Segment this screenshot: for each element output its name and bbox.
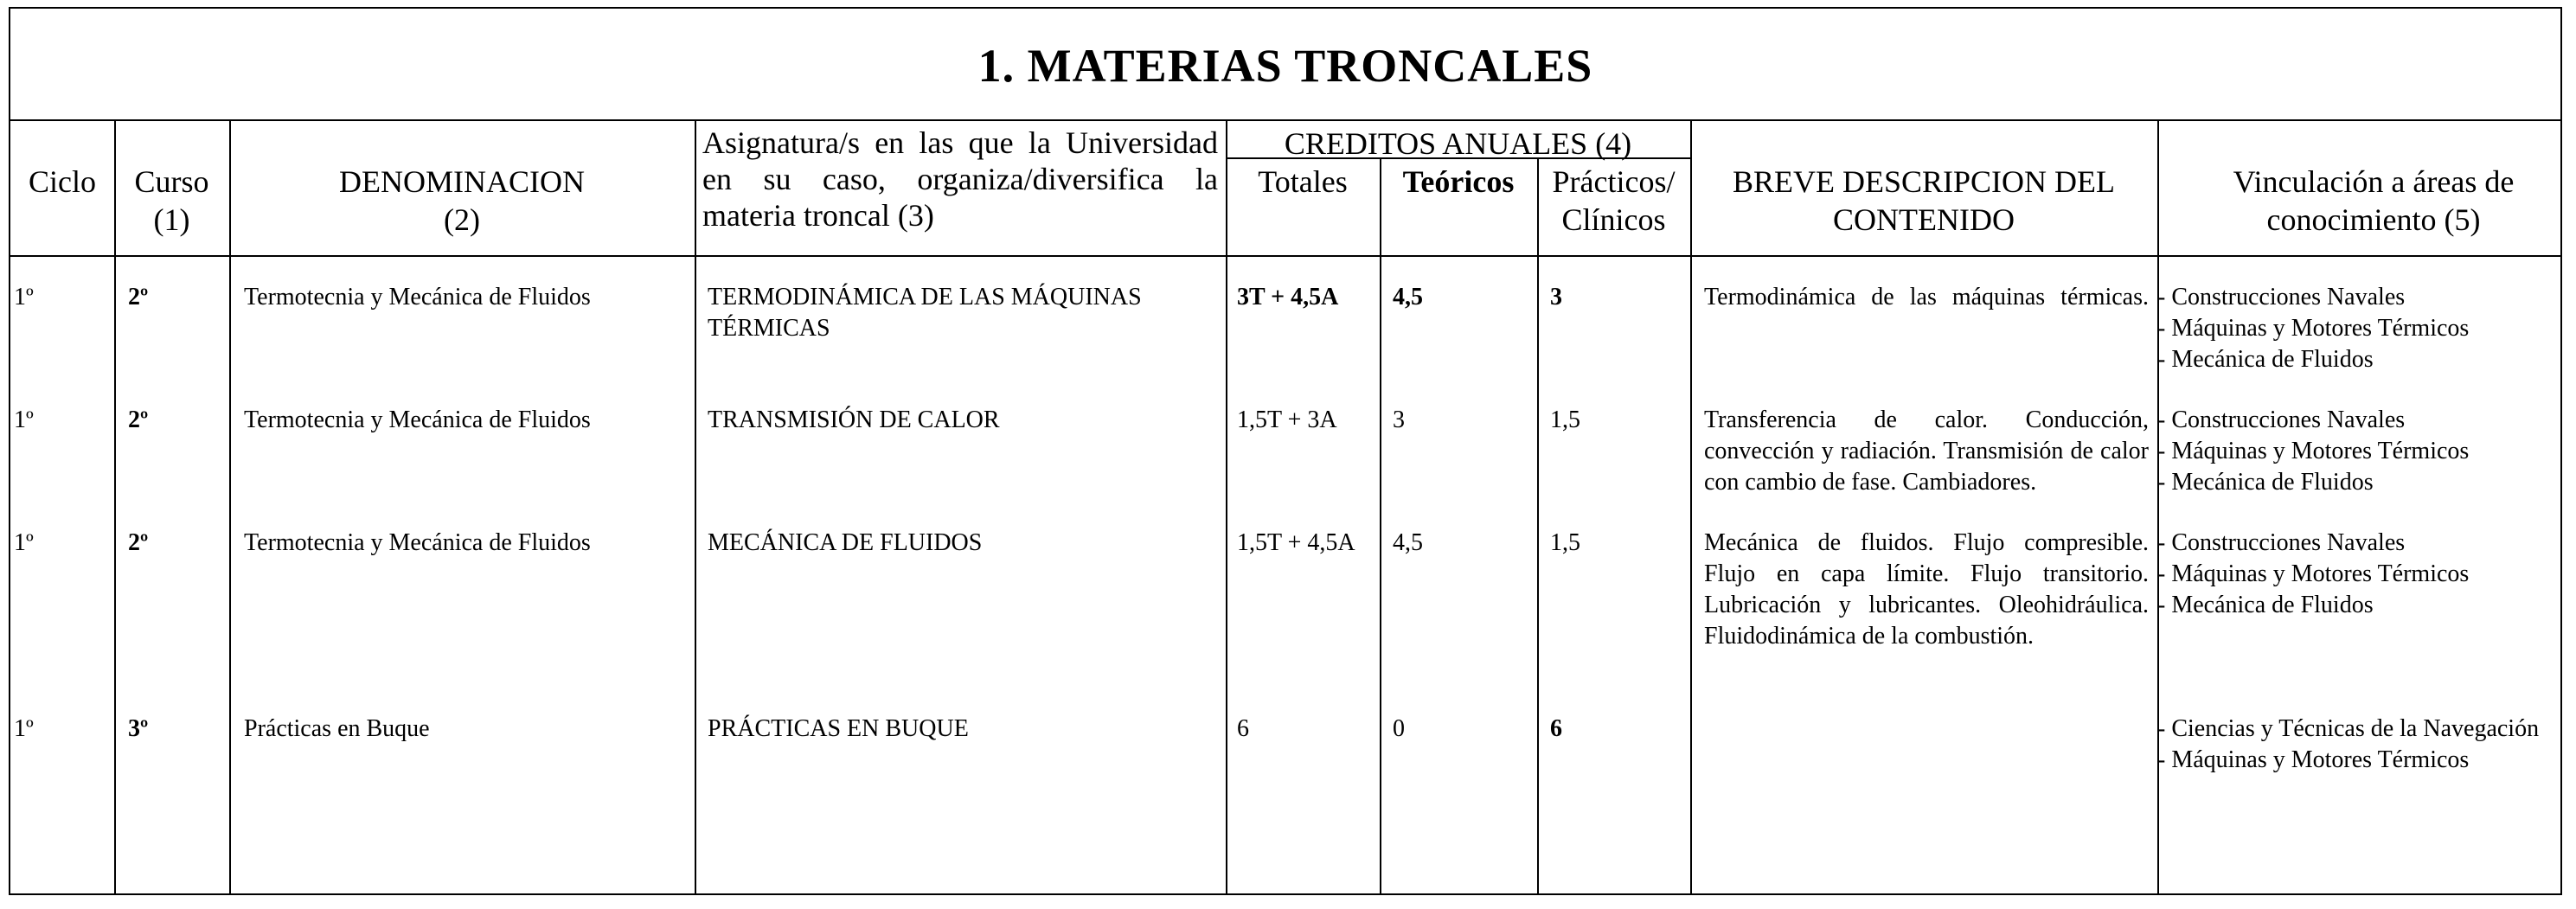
cell-asignatura: TRANSMISIÓN DE CALOR xyxy=(708,406,1000,433)
cell-denominacion: Termotecnia y Mecánica de Fluidos xyxy=(244,406,591,433)
area-item: - Mecánica de Fluidos xyxy=(2157,344,2469,375)
cell-curso: 2º xyxy=(128,406,149,433)
area-item: - Ciencias y Técnicas de la Navegación xyxy=(2157,714,2539,745)
header-divider xyxy=(10,255,2560,257)
cell-asignatura: TERMODINÁMICA DE LAS MÁQUINAS TÉRMICAS xyxy=(708,284,1142,342)
header-denominacion-note: (2) xyxy=(444,202,480,237)
cell-practicos: 1,5 xyxy=(1550,406,1580,433)
area-item: - Construcciones Navales xyxy=(2157,528,2469,559)
page-title: 1. MATERIAS TRONCALES xyxy=(977,40,1593,92)
cell-teoricos: 4,5 xyxy=(1393,284,1423,310)
header-asignatura: Asignatura/s en las que la Universidad en su caso, organiza/diversifica la materia troncal (3) xyxy=(702,125,1218,233)
cell-areas xyxy=(2157,282,2469,375)
header-ciclo: Ciclo xyxy=(29,164,96,199)
column-divider xyxy=(1380,157,1381,893)
cell-ciclo: 1º xyxy=(14,284,34,310)
cell-denominacion: Termotecnia y Mecánica de Fluidos xyxy=(244,529,591,556)
cell-practicos: 3 xyxy=(1550,284,1562,310)
area-item: - Mecánica de Fluidos xyxy=(2157,590,2469,621)
area-item: - Máquinas y Motores Térmicos xyxy=(2157,745,2539,776)
cell-curso: 2º xyxy=(128,284,149,310)
cell-teoricos: 4,5 xyxy=(1393,529,1423,556)
cell-descripcion: Transferencia de calor. Conducción, convección y radiación. Transmisión de calor con cambio de fase. Cambiadores. xyxy=(1704,406,2149,496)
header-curso: Curso xyxy=(134,164,209,199)
cell-totales: 3T + 4,5A xyxy=(1237,284,1339,310)
cell-ciclo: 1º xyxy=(14,715,34,742)
area-item: - Construcciones Navales xyxy=(2157,282,2469,313)
cell-totales: 6 xyxy=(1237,715,1249,742)
area-item: - Mecánica de Fluidos xyxy=(2157,467,2469,498)
cell-totales: 1,5T + 4,5A xyxy=(1237,529,1355,556)
title-divider xyxy=(10,119,2560,121)
column-divider xyxy=(695,119,696,893)
cell-practicos: 6 xyxy=(1550,715,1562,742)
area-item: - Máquinas y Motores Térmicos xyxy=(2157,436,2469,467)
area-item: - Máquinas y Motores Térmicos xyxy=(2157,559,2469,590)
cell-curso: 2º xyxy=(128,529,149,556)
cell-ciclo: 1º xyxy=(14,406,34,433)
header-practicos: Prácticos/ xyxy=(1552,164,1676,199)
cell-areas xyxy=(2157,714,2539,776)
header-clinicos: Clínicos xyxy=(1561,202,1666,237)
column-divider xyxy=(1690,119,1692,893)
area-item: - Máquinas y Motores Térmicos xyxy=(2157,313,2469,344)
column-divider xyxy=(1226,119,1227,893)
cell-totales: 1,5T + 3A xyxy=(1237,406,1337,433)
column-divider xyxy=(1537,157,1539,893)
cell-descripcion: Termodinámica de las máquinas térmicas. xyxy=(1704,284,2149,310)
header-vinculacion: Vinculación a áreas de conocimiento (5) xyxy=(2233,164,2515,237)
cell-asignatura: MECÁNICA DE FLUIDOS xyxy=(708,529,983,556)
header-totales: Totales xyxy=(1258,164,1348,199)
cell-curso: 3º xyxy=(128,715,149,742)
header-descripcion: BREVE DESCRIPCION DEL CONTENIDO xyxy=(1732,164,2116,237)
cell-denominacion: Termotecnia y Mecánica de Fluidos xyxy=(244,284,591,310)
header-denominacion: DENOMINACION xyxy=(339,164,585,199)
cell-areas xyxy=(2157,528,2469,621)
header-curso-note: (1) xyxy=(153,202,190,237)
cell-asignatura: PRÁCTICAS EN BUQUE xyxy=(708,715,969,742)
header-teoricos: Teóricos xyxy=(1402,164,1515,199)
column-divider xyxy=(2157,119,2159,893)
course-table xyxy=(9,7,2562,895)
cell-ciclo: 1º xyxy=(14,529,34,556)
cell-practicos: 1,5 xyxy=(1550,529,1580,556)
cell-areas xyxy=(2157,405,2469,498)
area-item: - Construcciones Navales xyxy=(2157,405,2469,436)
header-creditos: CREDITOS ANUALES (4) xyxy=(1284,126,1632,161)
cell-denominacion: Prácticas en Buque xyxy=(244,715,430,742)
cell-descripcion: Mecánica de fluidos. Flujo compresible. Flujo en capa límite. Flujo transitorio. Lubricación y lubricantes. Oleohidráulica. Fluidodinámica de la combustión. xyxy=(1704,529,2149,650)
cell-teoricos: 0 xyxy=(1393,715,1405,742)
cell-teoricos: 3 xyxy=(1393,406,1405,433)
